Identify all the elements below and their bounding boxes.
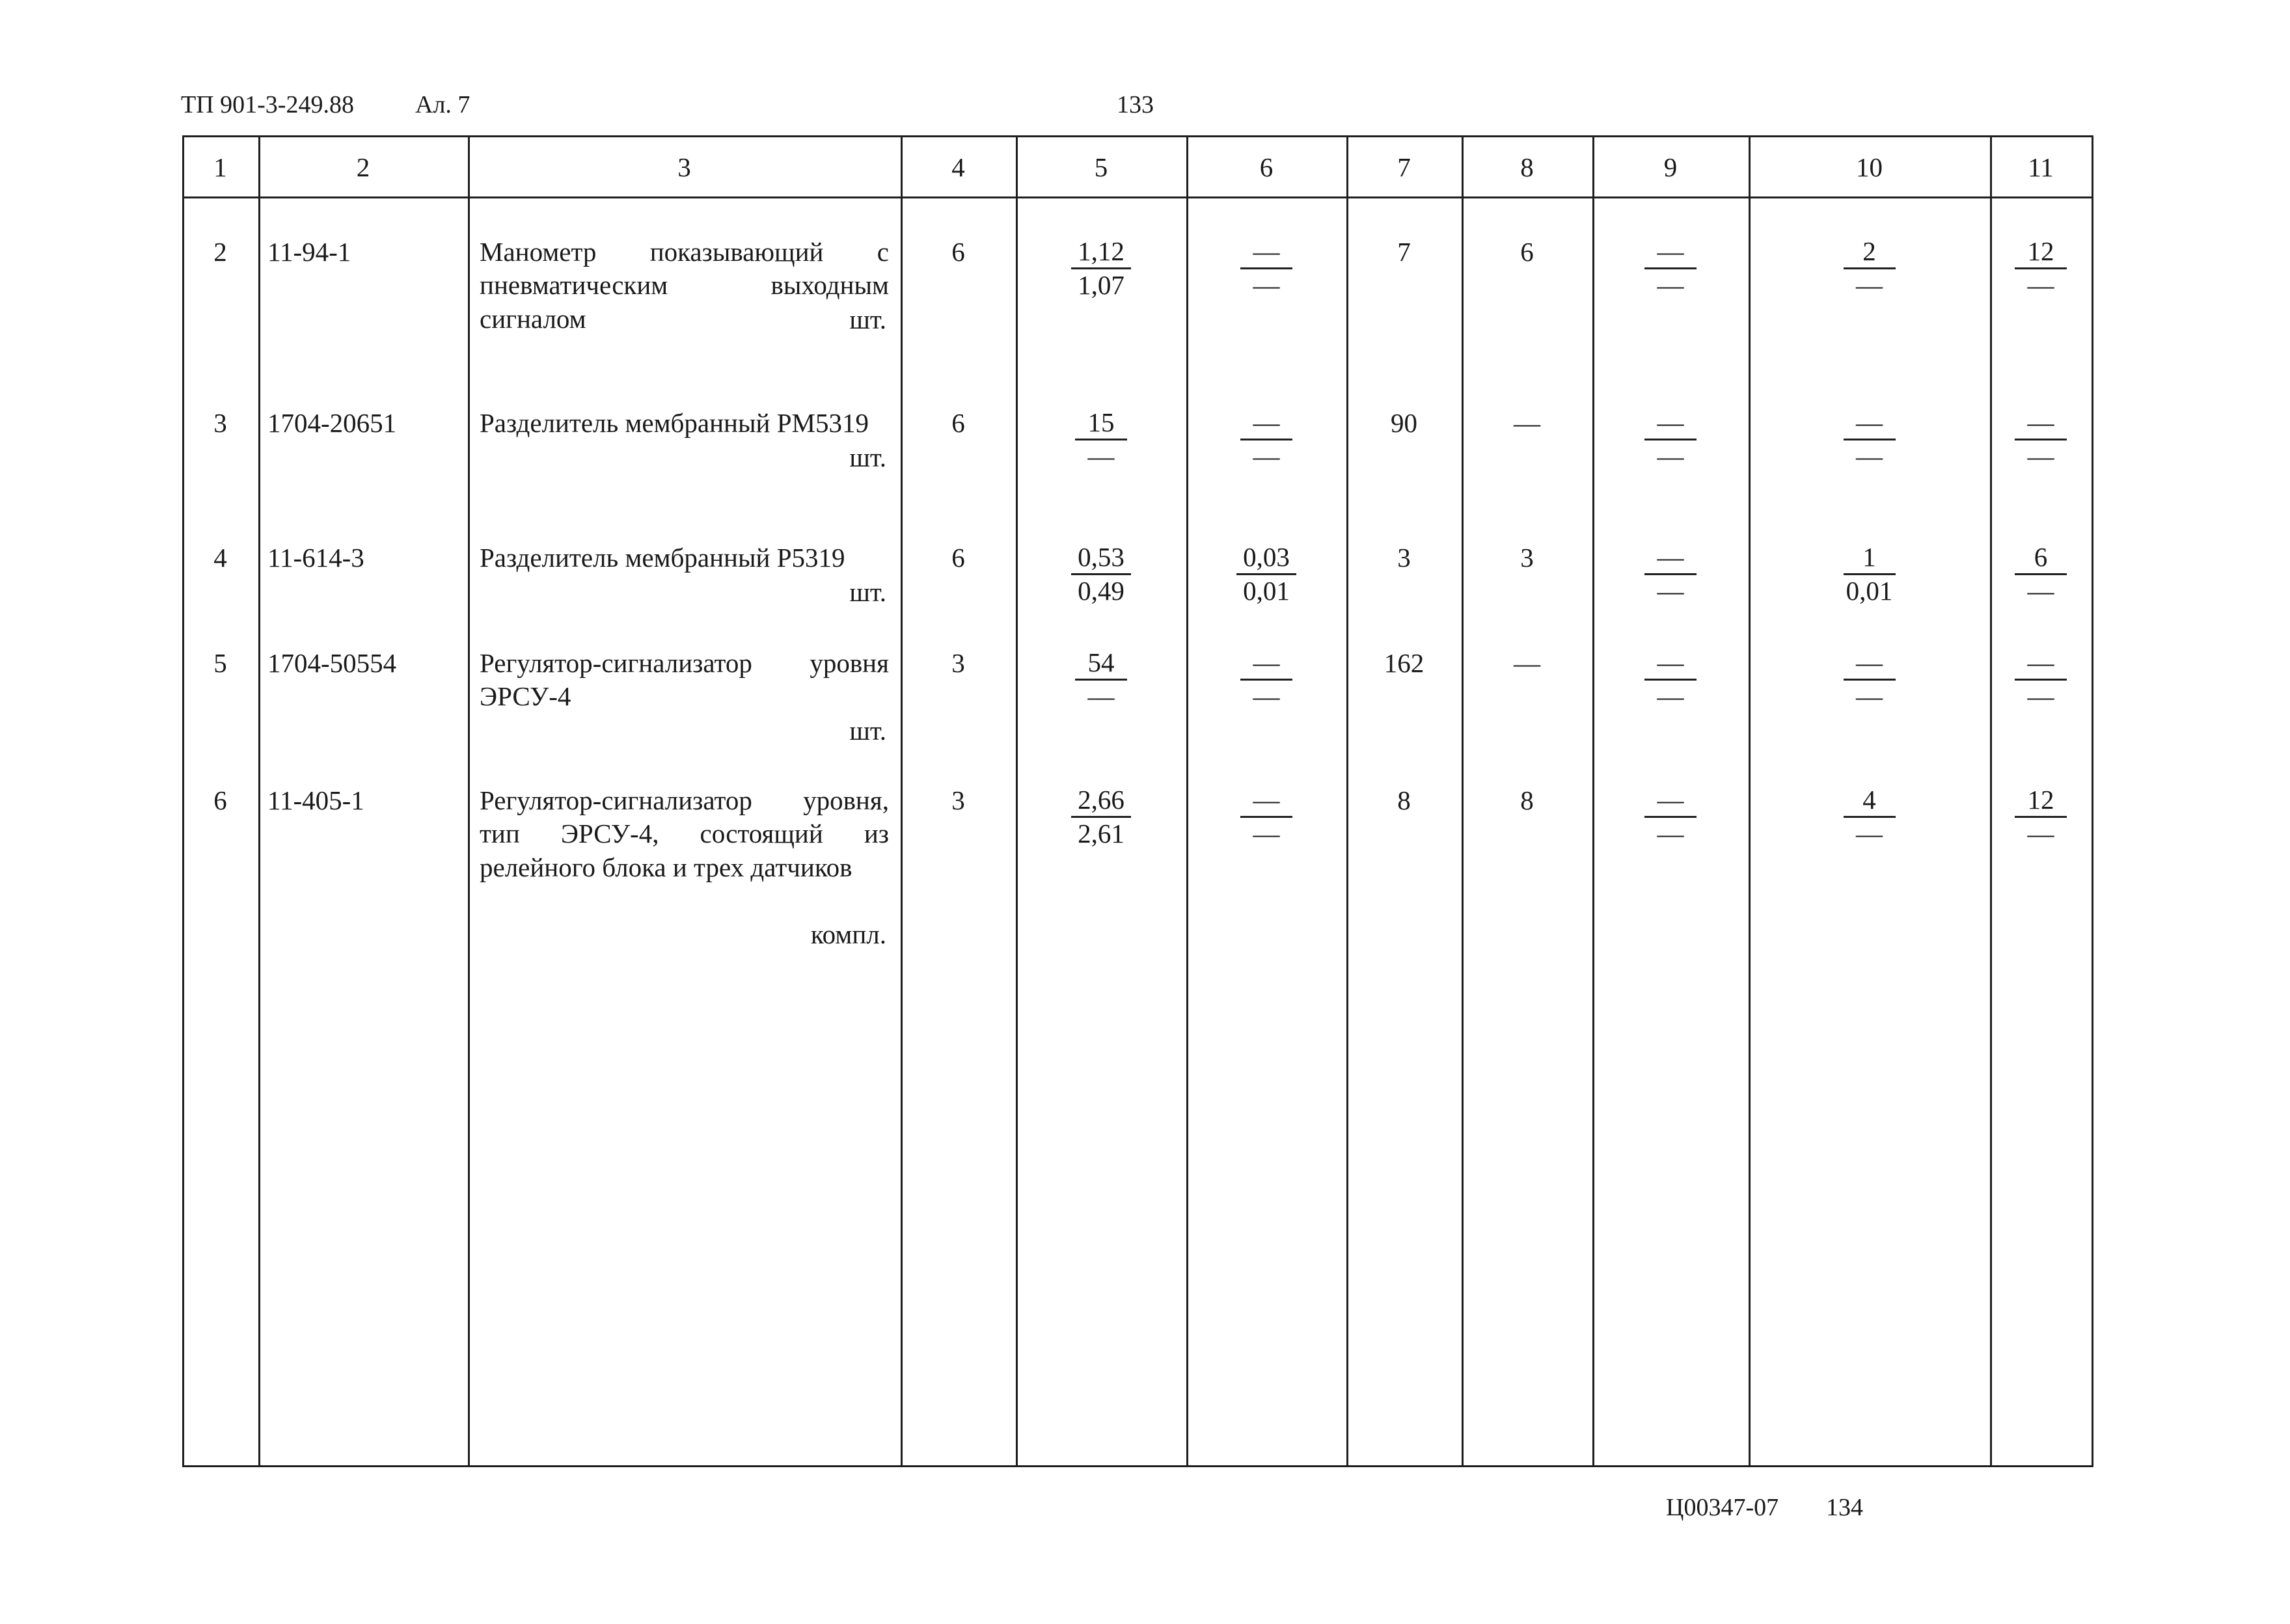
column6-value-numerator: 0,03 (1236, 541, 1296, 575)
column11-value (1990, 407, 2092, 472)
column8-value: 3 (1520, 543, 1534, 573)
footer-page-number: 134 (1826, 1494, 1863, 1521)
table-rule-vertical (468, 135, 470, 1465)
column11-value-numerator: — (2015, 647, 2067, 681)
column-header-4: 4 (951, 152, 965, 182)
column10-value (1749, 407, 1990, 472)
unit-of-measure: компл. (810, 919, 886, 949)
column-header-8: 8 (1520, 152, 1534, 182)
column5-value-denominator: 2,61 (1078, 819, 1125, 849)
column6-value (1186, 236, 1346, 301)
column6-value-denominator: 0,01 (1243, 576, 1290, 606)
column11-value-numerator: 12 (2015, 236, 2067, 269)
column5-value-denominator: — (1087, 681, 1115, 712)
table-rule-vertical (258, 135, 260, 1465)
column-header-11: 11 (2028, 152, 2054, 182)
unit-of-measure: шт. (849, 442, 886, 472)
column10-value (1749, 236, 1990, 301)
column5-value (1016, 236, 1186, 301)
column11-value (1990, 784, 2092, 850)
column10-value-numerator: 2 (1844, 236, 1896, 269)
quantity: 3 (951, 785, 965, 815)
quantity: 3 (951, 648, 965, 678)
column9-value-numerator: — (1644, 407, 1697, 440)
column8-value: 8 (1520, 785, 1534, 815)
column5-value-numerator: 0,53 (1071, 541, 1131, 575)
column-header-6: 6 (1259, 152, 1274, 182)
column11-value-numerator: 6 (2015, 541, 2067, 575)
column9-value-denominator: — (1657, 441, 1684, 472)
unit-of-measure: шт. (849, 304, 886, 334)
column-header-9: 9 (1663, 152, 1678, 182)
table-rule-horizontal (182, 1465, 2093, 1467)
column9-value (1592, 784, 1749, 850)
column7-value: 90 (1391, 408, 1417, 438)
quantity: 6 (951, 408, 965, 438)
column10-value-denominator: — (1856, 270, 1883, 301)
column-header-5: 5 (1094, 152, 1108, 182)
item-description: Разделитель мембранный Р5319 (480, 543, 845, 573)
column11-value-denominator: — (2027, 681, 2054, 712)
quantity: 6 (951, 543, 965, 573)
column8-value: — (1514, 648, 1540, 678)
column10-value-numerator: 4 (1844, 784, 1896, 818)
column6-value-numerator: — (1240, 647, 1292, 681)
column-header-2: 2 (356, 152, 370, 182)
column5-value (1016, 647, 1186, 712)
column10-value-denominator: — (1856, 441, 1883, 472)
unit-of-measure: шт. (849, 716, 886, 746)
item-description: Регулятор-сигнализатор уровня, тип ЭРСУ-4, состоящий из релейного блока и трех датчиков (480, 785, 889, 882)
column-header-7: 7 (1397, 152, 1411, 182)
column5-value-denominator: 1,07 (1078, 270, 1125, 301)
column7-value: 7 (1397, 237, 1411, 267)
column7-value: 3 (1397, 543, 1411, 573)
column-header-1: 1 (213, 152, 227, 182)
item-description: Разделитель мембранный РМ5319 (480, 408, 869, 438)
page-number: 133 (1117, 91, 1154, 118)
column10-value-numerator: 1 (1844, 541, 1896, 575)
column10-value (1749, 647, 1990, 712)
column8-value: — (1514, 408, 1540, 438)
column9-value (1592, 407, 1749, 472)
column9-value-numerator: — (1644, 541, 1697, 575)
column9-value-denominator: — (1657, 270, 1684, 301)
column7-value: 162 (1384, 648, 1424, 678)
column9-value (1592, 541, 1749, 607)
unit-of-measure: шт. (849, 577, 886, 607)
column9-value (1592, 236, 1749, 301)
column6-value (1186, 541, 1346, 607)
row-number: 6 (213, 785, 227, 815)
column6-value-denominator: — (1253, 819, 1280, 849)
column5-value-numerator: 1,12 (1071, 236, 1131, 269)
table-rule-vertical (2092, 135, 2093, 1465)
item-code: 1704-50554 (267, 648, 397, 678)
column11-value-numerator: — (2015, 407, 2067, 440)
column9-value-numerator: — (1644, 784, 1697, 818)
column-header-3: 3 (677, 152, 691, 182)
item-code: 1704-20651 (267, 408, 397, 438)
row-number: 5 (213, 648, 227, 678)
column10-value (1749, 541, 1990, 607)
column9-value-denominator: — (1657, 681, 1684, 712)
column5-value-numerator: 2,66 (1071, 784, 1131, 818)
column10-value-denominator: — (1856, 819, 1883, 849)
column6-value-denominator: — (1253, 681, 1280, 712)
item-code: 11-94-1 (267, 237, 351, 267)
column11-value-denominator: — (2027, 819, 2054, 849)
column5-value (1016, 407, 1186, 472)
column9-value-numerator: — (1644, 236, 1697, 269)
quantity: 6 (951, 237, 965, 267)
column11-value-numerator: 12 (2015, 784, 2067, 818)
column11-value (1990, 541, 2092, 607)
column5-value (1016, 541, 1186, 607)
row-number: 3 (213, 408, 227, 438)
column9-value-numerator: — (1644, 647, 1697, 681)
column11-value (1990, 236, 2092, 301)
column-header-10: 10 (1856, 152, 1883, 182)
column11-value (1990, 647, 2092, 712)
column8-value: 6 (1520, 237, 1534, 267)
column10-value-numerator: — (1844, 407, 1896, 440)
column11-value-denominator: — (2027, 441, 2054, 472)
column5-value-denominator: — (1087, 441, 1115, 472)
column6-value (1186, 647, 1346, 712)
item-code: 11-614-3 (267, 543, 364, 573)
column10-value-denominator: 0,01 (1846, 576, 1893, 606)
column6-value-denominator: — (1253, 270, 1280, 301)
column11-value-denominator: — (2027, 576, 2054, 606)
document-code: ТП 901-3-249.88 (181, 91, 354, 118)
column9-value-denominator: — (1657, 819, 1684, 849)
column10-value-numerator: — (1844, 647, 1896, 681)
sheet-label: Ал. 7 (415, 91, 470, 118)
column6-value (1186, 407, 1346, 472)
column6-value-numerator: — (1240, 236, 1292, 269)
column5-value-denominator: 0,49 (1078, 576, 1125, 606)
item-description: Манометр показывающий с пневматическим выходным сигналом (480, 237, 889, 334)
column6-value (1186, 784, 1346, 850)
column5-value-numerator: 54 (1075, 647, 1127, 681)
column10-value-denominator: — (1856, 681, 1883, 712)
column6-value-numerator: — (1240, 784, 1292, 818)
item-code: 11-405-1 (267, 785, 364, 815)
column5-value (1016, 784, 1186, 850)
footer-code: Ц00347-07 (1666, 1494, 1779, 1521)
column9-value (1592, 647, 1749, 712)
row-number: 4 (213, 543, 227, 573)
column11-value-denominator: — (2027, 270, 2054, 301)
column7-value: 8 (1397, 785, 1411, 815)
item-description: Регулятор-сигнализатор уровня ЭРСУ-4 (480, 648, 889, 712)
row-number: 2 (213, 237, 227, 267)
column6-value-numerator: — (1240, 407, 1292, 440)
column6-value-denominator: — (1253, 441, 1280, 472)
column9-value-denominator: — (1657, 576, 1684, 606)
column10-value (1749, 784, 1990, 850)
column5-value-numerator: 15 (1075, 407, 1127, 440)
